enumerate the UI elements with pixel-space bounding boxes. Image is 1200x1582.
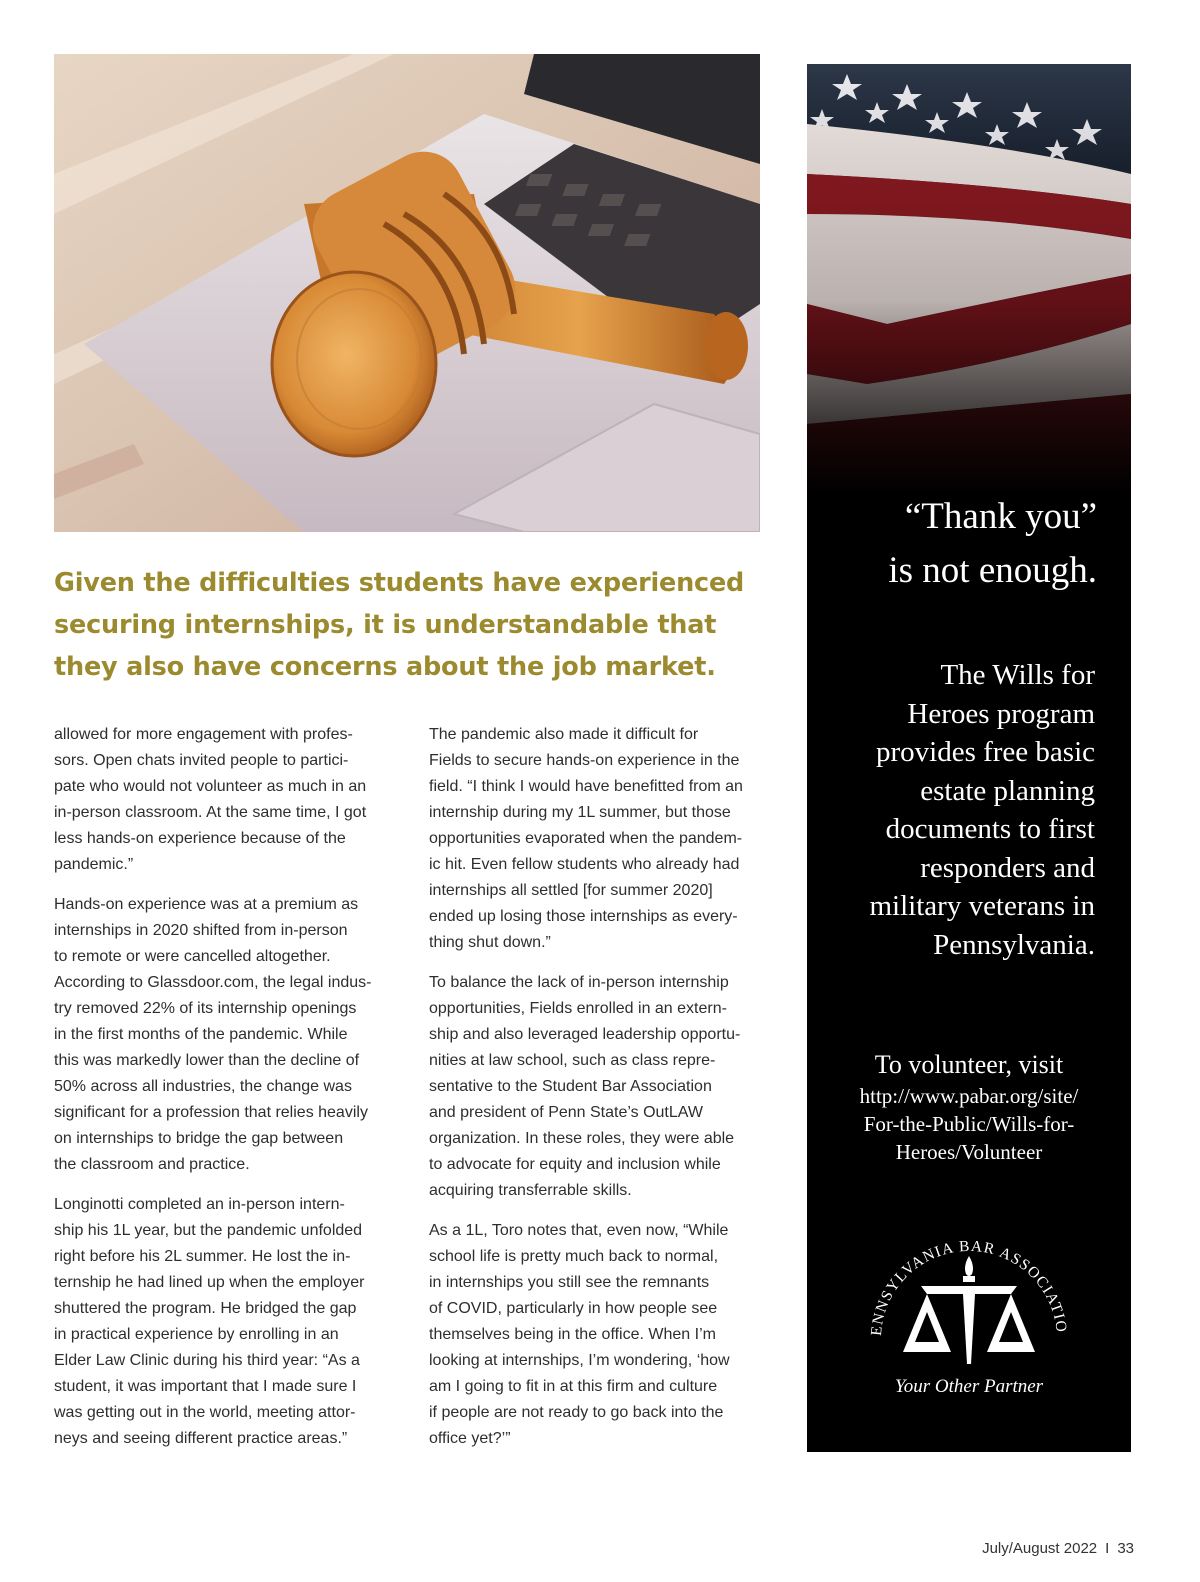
wills-for-heroes-ad xyxy=(807,64,1131,1452)
ad-call-to-action xyxy=(807,1048,1131,1166)
logo-text: ENNSYLVANIA BAR ASSOCIATIO xyxy=(867,1237,1070,1337)
paragraph: As a 1L, Toro notes that, even now, “While school life is pretty much back to normal, in internships you still see the remnants of COVID, particularly in how people see themselves being in the office. When I’m looking at internships, I’m wondering, ‘how am I going to fit in at this firm and culture if people are not ready to go back into the office yet?’” xyxy=(429,1222,730,1447)
page-number: 33 xyxy=(1117,1540,1134,1557)
issue-date: July/August 2022 xyxy=(982,1540,1098,1557)
gavel-laptop-illustration xyxy=(54,54,760,532)
paragraph: The pandemic also made it difficult for Fields to secure hands-on experience in the field. “I think I would have benefitted from an internship during my 1L summer, but those opportunities evaporated when the pandem- ic hit. Even fellow students who already had internships all settled [for summer 2020] ended up losing those internships as every- thing shut down.” xyxy=(429,726,743,951)
gavel-laptop-photo xyxy=(54,54,760,532)
volunteer-link[interactable]: http://www.pabar.org/site/ For-the-Public/Wills-for- Heroes/Volunteer xyxy=(859,1084,1079,1164)
paragraph: To balance the lack of in-person internship opportunities, Fields enrolled in an extern- ship and also leveraged leadership opportu- nities at law school, such as class repre- sentative to the Student Bar Association and president of Penn State’s OutLAW organization. In these roles, they were able to advocate for equity and inclusion while acquiring transferrable skills. xyxy=(429,974,741,1199)
footer-separator: I xyxy=(1105,1540,1110,1557)
article-column-right xyxy=(429,722,769,1466)
paragraph: Longinotti completed an in-person intern- ship his 1L year, but the pandemic unfolded right before his 2L summer. He lost the in- ternship he had lined up when the employer shuttered the program. He bridged the gap in practical experience by enrolling in an Elder Law Clinic during his third year: “As a student, it was important that I made sure I was getting out in the world, meeting attor- neys and seeing different practice areas.” xyxy=(54,1196,365,1447)
american-flag-image xyxy=(807,64,1131,494)
page-footer xyxy=(982,1540,1134,1557)
paragraph: Hands-on experience was at a premium as internships in 2020 shifted from in-person to remote or were cancelled altogether. According to Glassdoor.com, the legal indus- try removed 22% of its internship openings in the first months of the pandemic. While this was markedly lower than the decline of 50% across all industries, the change was significant for a profession that relies heavily on internships to bridge the gap between the classroom and practice. xyxy=(54,896,372,1173)
pull-quote: Given the difficulties students have experienced securing internships, it is understandable that they also have concerns about the job market. xyxy=(54,568,745,682)
article-column-left xyxy=(54,722,394,1466)
paragraph: allowed for more engagement with profes- sors. Open chats invited people to partici- pate who would not volunteer as much in an in-person classroom. At the same time, I got less hands-on experience because of the pandemic.” xyxy=(54,726,367,873)
cta-lead: To volunteer, visit xyxy=(874,1050,1064,1079)
ad-body-text: The Wills for Heroes program provides free basic estate planning documents to first responders and military veterans in Pennsylvania. xyxy=(869,659,1095,961)
ad-headline: “Thank you” is not enough. xyxy=(888,496,1097,591)
ad-tagline: Your Other Partner xyxy=(894,1376,1044,1397)
